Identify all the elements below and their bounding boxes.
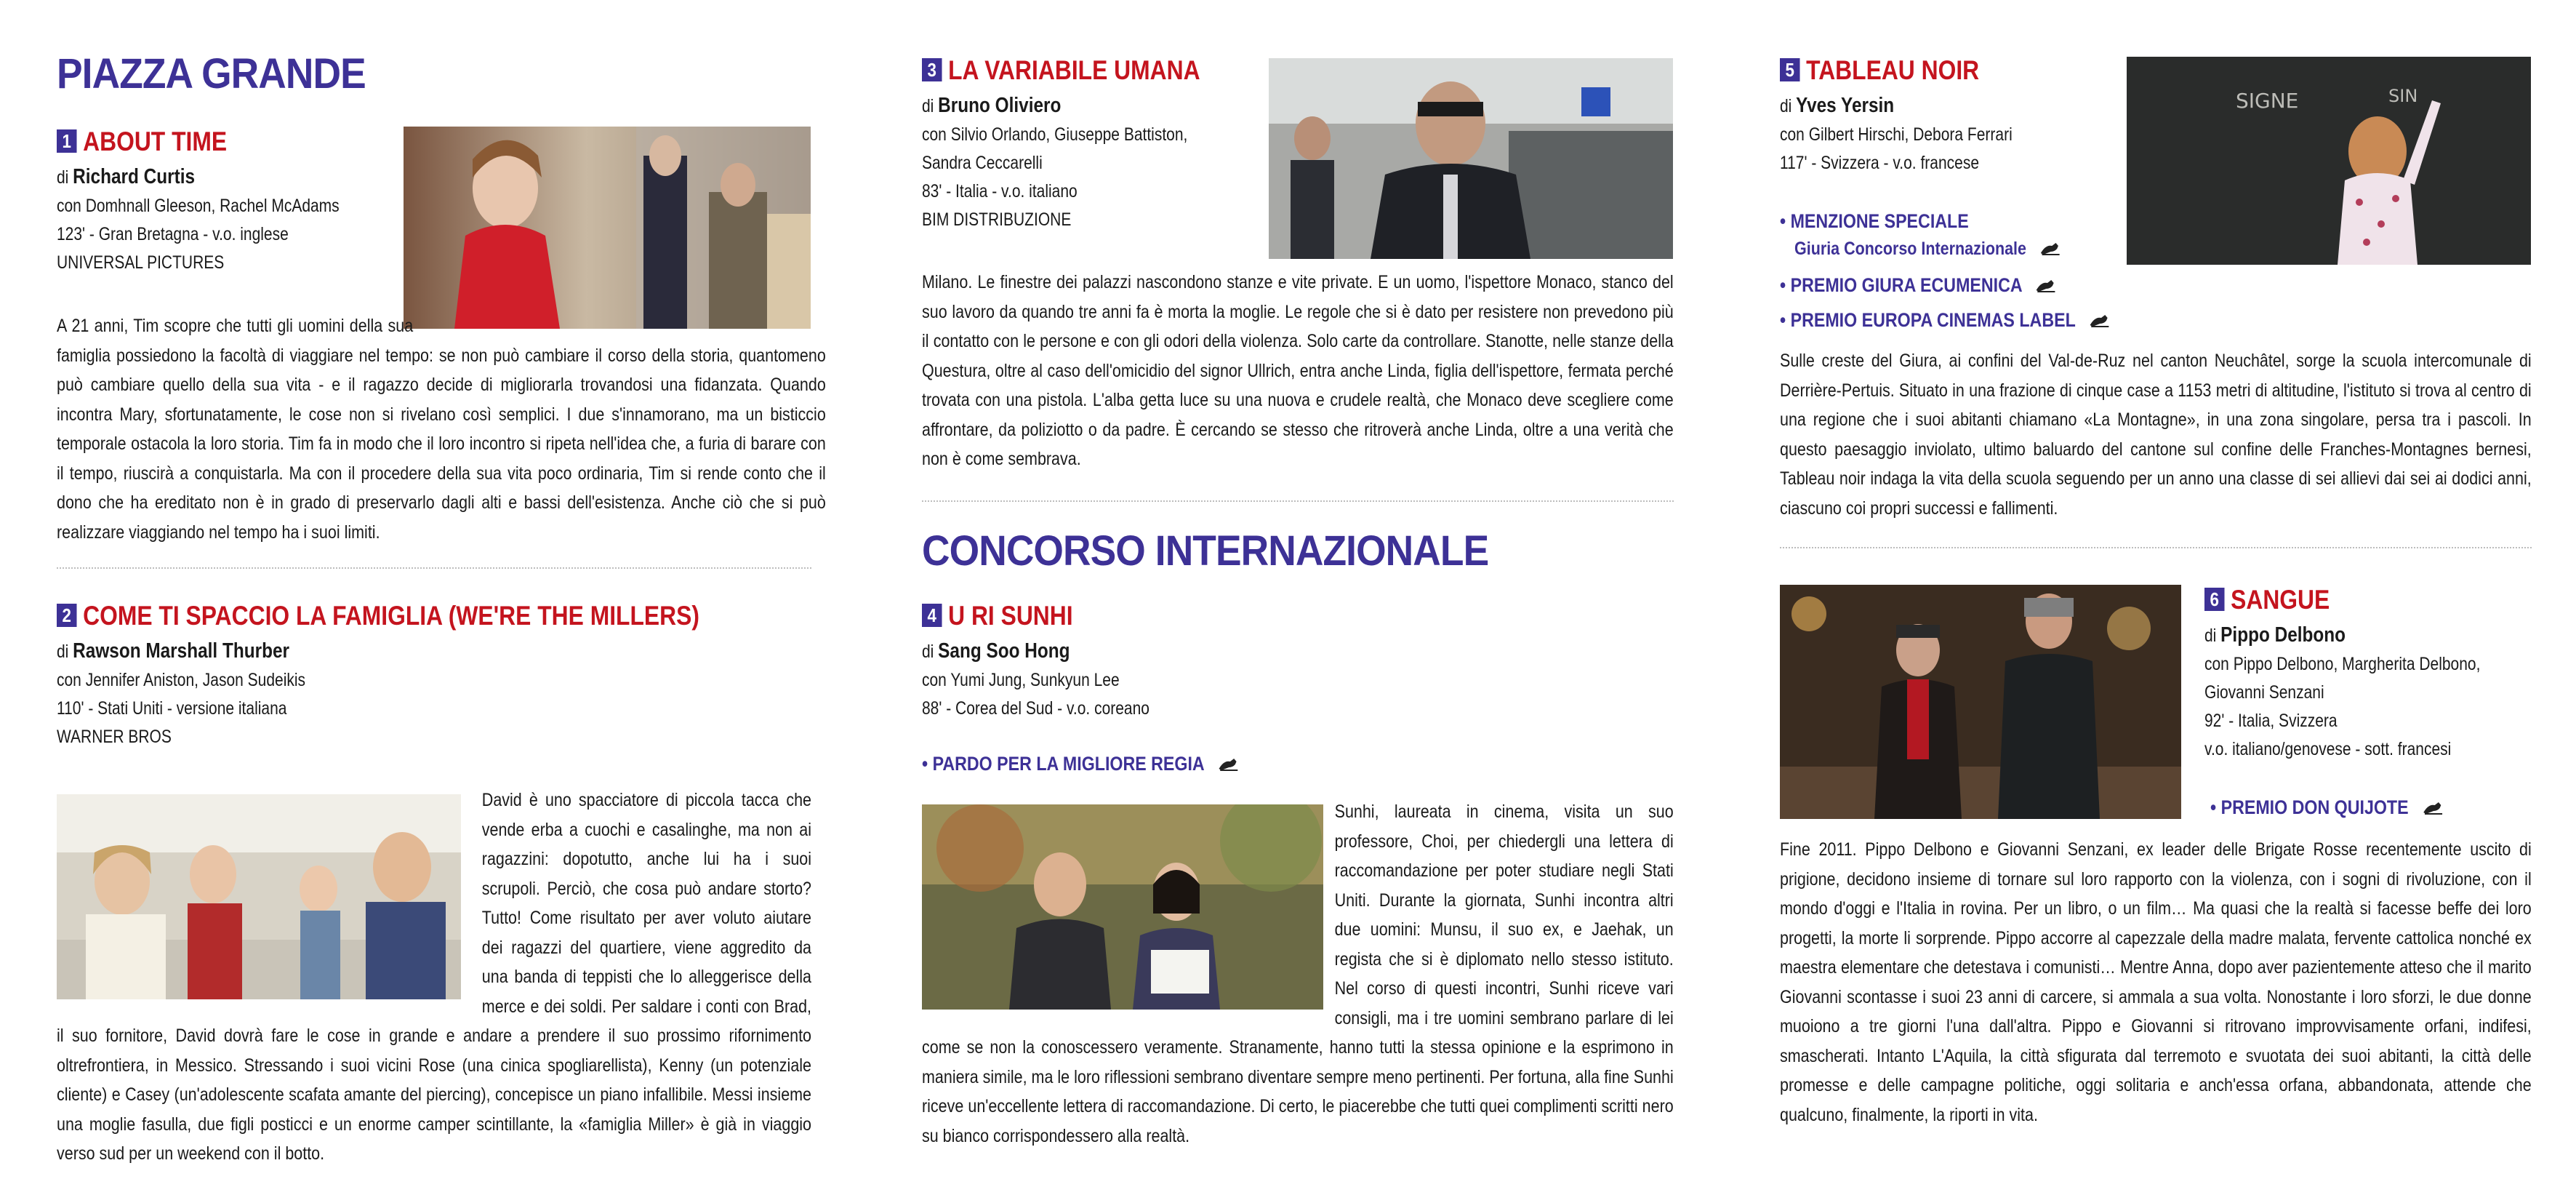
separator <box>57 567 811 569</box>
film-number-badge: 5 <box>1780 58 1800 81</box>
film-number-badge: 4 <box>922 604 942 627</box>
cast-line-2: Giovanni Senzani <box>2204 682 2324 703</box>
film-title-4 <box>922 601 1073 631</box>
award-pardo-regia: • PARDO PER LA MIGLIORE REGIA <box>922 749 1239 778</box>
film-meta-3: di Bruno Oliviero con Silvio Orlando, Giuseppe Battiston, Sandra Ceccarelli 83' - Italia - v.o. italiano BIM DISTRIBUZIONE <box>922 92 1187 234</box>
film-title-6 <box>2204 585 2330 615</box>
film-still-sangue <box>1780 585 2181 819</box>
distributor-line: UNIVERSAL PICTURES <box>57 252 225 273</box>
leopard-icon <box>2039 240 2061 256</box>
director-name: Yves Yersin <box>1796 94 1895 117</box>
film-still-about-time <box>404 127 811 329</box>
film-title-text: SANGUE <box>2231 585 2330 615</box>
distributor-line: BIM DISTRIBUZIONE <box>922 209 1072 230</box>
film-meta-6: di Pippo Delbono con Pippo Delbono, Margherita Delbono, Giovanni Senzani 92' - Italia, Svizzera v.o. italiano/genovese - sott. francesi <box>2204 621 2480 764</box>
film-original-title: (WE'RE THE MILLERS) <box>441 601 699 631</box>
director-name: Rawson Marshall Thurber <box>73 639 289 663</box>
film-title-3 <box>922 55 1200 86</box>
film-title-text: TABLEAU NOIR <box>1806 55 1980 85</box>
film-number-badge: 1 <box>57 129 77 153</box>
runtime-line: 88' - Corea del Sud - v.o. coreano <box>922 698 1149 719</box>
film-still-variabile-umana <box>1269 58 1673 259</box>
synopsis-5: Sulle creste del Giura, ai confini del Val-de-Ruz nel canton Neuchâtel, sorge la scuola intercomunale di Derrière-Pertuis. Situato in una frazione di cinque case a 1153 metri di altitudine, l'istituto si trova al centro di una regione che i suoi abitanti chiamano «La Montagne», in una zona singolare, persa tra i pascoli. In questo paesaggio inviolato, ultimo baluardo del cantone sul confine delle Franches-Montagnes bernesi, Tableau noir indaga la vita della scuola seguendo per un anno una classe di sei allievi dai sei ai dodici anni, ciascuno coi propri successi e fallimenti. <box>1780 351 2532 519</box>
runtime-line: 83' - Italia - v.o. italiano <box>922 181 1078 201</box>
runtime-line: 92' - Italia, Svizzera <box>2204 711 2338 731</box>
award-don-quijote: • PREMIO DON QUIJOTE <box>2210 793 2443 822</box>
leopard-icon <box>1217 756 1238 772</box>
cast-line-2: Sandra Ceccarelli <box>922 153 1043 173</box>
award-menzione-speciale: • MENZIONE SPECIALE <box>1780 210 1969 232</box>
text-wrap-spacer <box>413 311 826 337</box>
leopard-icon <box>2422 799 2443 815</box>
svg-text:SIN: SIN <box>2388 86 2418 106</box>
film-title-text: U RI SUNHI <box>948 601 1073 631</box>
text-wrap-spacer <box>57 786 482 1004</box>
synopsis-3: Milano. Le finestre dei palazzi nascondono stanze e vite private. E un uomo, l'ispettore Monaco, stanco del suo lavoro da quando tre anni fa è morta la moglie. Le regole che si è dato per resistere non prevedono più il contatto con le persone e con gli odori della violenza. Solo carte da controllare. Stanotte, nelle stanze della Questura, oltre al caso dell'omicidio del signor Ullrich, entra anche Linda, figlia dell'ispettore, fermata perché trovata con una pistola. L'alba getta luce su una nuova e crudele realtà, che Monaco deve scegliere come affrontare, da poliziotto o da padre. È cercando se stesso che ritroverà anche Linda, oltre a una verità che non è come sembrava. <box>922 272 1674 469</box>
cast-line: con Yumi Jung, Sunkyun Lee <box>922 670 1120 690</box>
section-title-concorso-internazionale: CONCORSO INTERNAZIONALE <box>922 527 1489 575</box>
synopsis-4: Sunhi, laureata in cinema, visita un suo professore, Choi, per chiedergli una lettera di raccomandazione per poter studiare negli Stati Uniti. Durante la giornata, Sunhi incontra altri due uomini: Munsu, il suo ex, e Jaehak, un regista che si è diplomato nello stesso istituto. Nel corso di questi incontri, Sunhi riceve vari consigli, ma i tre uomini sembrano parlare di lei come se non la conoscessero veramente. Stranamente, hanno tutti la stessa opinione e la esprimono in maniera simile, ma le loro riflessioni sembrano diventare sempre meno pertinenti. Per fortuna, alla fine Sunhi riceve un'eccellente lettera di raccomandazione. Di certo, le piacerebbe che tutti quei complimenti scritti nero su bianco corrispondessero alla realtà. <box>922 797 1674 1151</box>
section-title-piazza-grande: PIAZZA GRANDE <box>57 50 366 97</box>
director-name: Richard Curtis <box>73 165 196 188</box>
cast-line: con Pippo Delbono, Margherita Delbono, <box>2204 654 2481 674</box>
runtime-line: 117' - Svizzera - v.o. francese <box>1780 153 1980 173</box>
film-meta-5: di Yves Yersin con Gilbert Hirschi, Debora Ferrari 117' - Svizzera - v.o. francese <box>1780 92 2013 177</box>
synopsis-6: Fine 2011. Pippo Delbono e Giovanni Senzani, ex leader delle Brigate Rosse recentemente uscito di prigione, decidono insieme di tornare sul loro rapporto con la violenza, con i sogni di rivoluzione, con il mondo d'oggi e l'Italia in rovina. Per un libro, o un film… Ma quasi che la realtà si facesse beffe dei loro progetti, la morte li sorprende. Pippo accorre al capezzale della madre malata, fervente cattolica nonché ex maestra elementare che detestava i comunisti… Mentre Anna, dopo aver pazientemente atteso che il marito Giovanni scontasse i suoi 23 anni di carcere, si ammala a sua volta. Nonostante i loro sforzi, le due donne muoiono a tre giorni l'una dall'altra. Pippo e Giovanni si ritrovano improvvisamente orfani, indifesi, smascherati. Intanto L'Aquila, la città sfigurata dal terremoto e svuotata dei suoi abitanti, la città delle promesse e delle campagne politiche, oggi solitaria e anch'essa orfana, abbandonata, attende che qualcuno, finalmente, la riporti in vita. <box>1780 839 2532 1125</box>
director-name: Pippo Delbono <box>2220 623 2346 647</box>
film-meta-1: di Richard Curtis con Domhnall Gleeson, Rachel McAdams 123' - Gran Bretagna - v.o. inglese UNIVERSAL PICTURES <box>57 163 340 277</box>
film-title-5 <box>1780 55 1979 86</box>
cast-line: con Domhnall Gleeson, Rachel McAdams <box>57 196 340 216</box>
film-title-1 <box>57 127 227 157</box>
separator <box>922 500 1674 502</box>
film-title-text: ABOUT TIME <box>83 127 228 156</box>
distributor-line: WARNER BROS <box>57 727 172 747</box>
cast-line: con Silvio Orlando, Giuseppe Battiston, <box>922 124 1188 145</box>
film-title-2 <box>57 601 699 631</box>
leopard-icon <box>2035 277 2056 293</box>
film-number-badge: 3 <box>922 58 942 81</box>
leopard-icon <box>2089 312 2110 328</box>
cast-line: con Gilbert Hirschi, Debora Ferrari <box>1780 124 2013 145</box>
film-meta-4: di Sang Soo Hong con Yumi Jung, Sunkyun Lee 88' - Corea del Sud - v.o. coreano <box>922 637 1149 723</box>
synopsis-1: A 21 anni, Tim scopre che tutti gli uomini della sua famiglia possiedono la facoltà di viaggiare nel tempo: se non può cambiare il corso della storia, quantomeno può cambiare quello della sua vita - e il ragazzo decide di migliorarla trovandosi una fidanzata. Quando incontra Mary, sfortunatamente, le cose non si rivelano così semplici. I due s'innamorano, ma un bisticcio temporale ostacola la loro storia. Tim fa in modo che il loro incontro si ripeta nell'idea che, a furia di barare con il tempo, riuscirà a conquistarla. Ma con il procedere della sua vita poco ordinaria, Tim si rende conto che il dono che ha ereditato non è in grado di preservarlo dagli alti e bassi dell'esistenza. Anche ciò che si può realizzare viaggiando nel tempo ha i suoi limiti. <box>57 311 826 547</box>
synopsis-2: David è uno spacciatore di piccola tacca che vende erba a cuochi e casalinghe, ma non ai ragazzini: dopotutto, anche lui ha i suoi scrupoli. Perciò, che cosa può andare storto? Tutto! Come risultato per aver voluto aiutare dei ragazzi del quartiere, viene aggredito da una banda di teppisti che lo alleggerisce della merce e dei soldi. Per saldare i conti con Brad, il suo fornitore, David dovrà fare le cose in grande e andare a prendere il suo prossimo rifornimento oltrefrontiera, in Messico. Stressando i suoi vicini Rose (una cinica spogliarellista), Kenny (un potenziale cliente) e Casey (un'adolescente scafata amante del piercing), concepisce un piano infallibile. Messi insieme una moglie fasulla, due figli posticci e un enorme camper scintillante, la «famiglia Miller» è già in viaggio verso sud per un weekend con il botto. <box>57 786 811 1169</box>
film-title-text: COME TI SPACCIO LA FAMIGLIA <box>83 601 442 631</box>
film-still-tableau-noir <box>2127 57 2531 265</box>
film-number-badge: 2 <box>57 604 77 627</box>
director-name: Bruno Oliviero <box>938 94 1062 117</box>
text-wrap-spacer <box>922 797 1335 1017</box>
cast-line: con Jennifer Aniston, Jason Sudeikis <box>57 670 306 690</box>
runtime-line: 123' - Gran Bretagna - v.o. inglese <box>57 224 289 244</box>
award-europa-cinemas: • PREMIO EUROPA CINEMAS LABEL <box>1780 305 2110 335</box>
film-meta-2: di Rawson Marshall Thurber con Jennifer Aniston, Jason Sudeikis 110' - Stati Uniti - versione italiana WARNER BROS <box>57 637 305 751</box>
runtime-line: 110' - Stati Uniti - versione italiana <box>57 698 287 719</box>
award-jury-label: Giuria Concorso Internazionale <box>1794 239 2061 260</box>
separator <box>1780 547 2532 548</box>
director-name: Sang Soo Hong <box>938 639 1070 663</box>
film-title-text: LA VARIABILE UMANA <box>948 55 1200 85</box>
language-line: v.o. italiano/genovese - sott. francesi <box>2204 739 2452 759</box>
award-giura-ecumenica: • PREMIO GIURA ECUMENICA <box>1780 271 2057 300</box>
film-number-badge: 6 <box>2204 588 2225 611</box>
svg-text:SIGNE: SIGNE <box>2236 89 2299 113</box>
